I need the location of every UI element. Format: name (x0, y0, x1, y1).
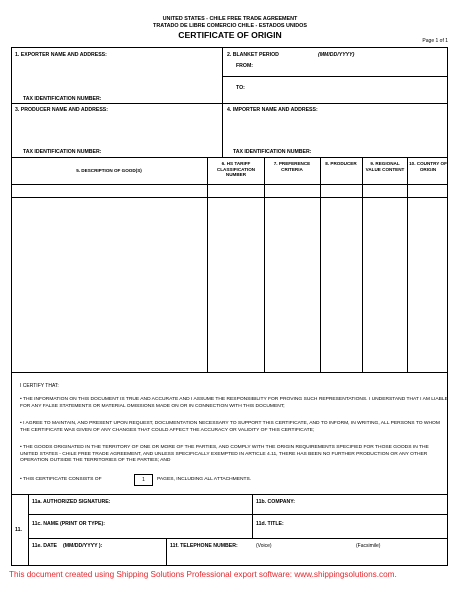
from-divider (222, 76, 448, 77)
certify-statement-3: • THE GOODS ORIGINATED IN THE TERRITORY OF ONE OR MORE OF THE PARTIES, AND COMPLY WITH THE ORIGIN REQUIREMENTS SPECIFIED FOR THOSE GOODS IN THE UNITED STATES - CHILE FREE TRADE AGREEMENT, AND UNLESS SPECIFICALLY EXEMPTED IN ARTICLE 4.11, THERE HAS BEEN NO FURTHER PRODUCTION OR ANY OTHER OPERATION OUTSIDE THE TERRITORIES OF THE PARTIES; AND (20, 445, 429, 464)
page-count-field[interactable]: 1 (134, 474, 153, 486)
title-label: 11d. TITLE: (256, 521, 284, 527)
from-date-field[interactable] (256, 62, 441, 70)
date-label: 11e. DATE (32, 543, 57, 549)
col-header-description: 5. DESCRIPTION OF GOOD(S) (76, 168, 142, 173)
col-divider-1 (207, 157, 208, 372)
name-field[interactable] (102, 521, 248, 531)
certify-intro: I CERTIFY THAT: (20, 383, 59, 389)
authorized-signature-label: 11a. AUTHORIZED SIGNATURE: (32, 499, 111, 505)
col-header-preference: 7. PREFERENCE CRITERIA (273, 161, 311, 172)
facsimile-label: (Facsimile) (356, 543, 381, 549)
signature-top (11, 494, 448, 495)
header-line-1: UNITED STATES - CHILE FREE TRADE AGREEMENT (162, 16, 298, 22)
table-bottom (11, 372, 448, 373)
exporter-tax-field[interactable] (108, 95, 218, 103)
header-line-2: TRATADO DE LIBRE COMERCIO CHILE - ESTADOS UNIDOS (153, 23, 307, 29)
col-header-country: 10. COUNTRY OF ORIGIN (409, 161, 447, 172)
importer-field[interactable] (227, 115, 442, 145)
signature-row-divider-2 (28, 538, 448, 539)
date-format: (MM/DD/YYYY ): (63, 543, 103, 549)
exporter-field[interactable] (15, 60, 218, 90)
exporter-label: 1. EXPORTER NAME AND ADDRESS: (15, 52, 107, 58)
certify-statement-4-suffix: PAGES, INCLUDING ALL ATTACHMENTS. (157, 477, 252, 482)
signature-date-divider (166, 538, 167, 566)
company-label: 11b. COMPANY: (256, 499, 296, 505)
signature-row-divider-1 (28, 514, 448, 515)
exporter-tax-label: TAX IDENTIFICATION NUMBER: (23, 96, 102, 102)
page-title: CERTIFICATE OF ORIGIN (178, 30, 282, 40)
page-number: Page 1 of 1 (422, 38, 448, 44)
name-label: 11c. NAME (PRINT OR TYPE): (32, 521, 105, 527)
voice-phone-field[interactable] (256, 553, 346, 562)
producer-field[interactable] (15, 115, 218, 145)
company-field[interactable] (292, 499, 442, 509)
signature-section-number: 11. (15, 527, 22, 533)
certify-statement-2: • I AGREE TO MAINTAIN, AND PRESENT UPON REQUEST, DOCUMENTATION NECESSARY TO SUPPORT THIS CERTIFICATE, AND TO INFORM, IN WRITING, ALL PERSONS TO WHOM THE CERTIFICATE WAS GIVEN OF ANY CHANGES THAT COULD AFFECT THE ACCURACY OR VALIDITY OF THIS CERTIFICATE; (20, 421, 440, 433)
table-header-bottom (11, 184, 448, 185)
col-header-regional-value: 9. REGIONAL VALUE CONTENT (365, 161, 405, 172)
fax-phone-field[interactable] (356, 553, 442, 562)
producer-tax-label: TAX IDENTIFICATION NUMBER: (23, 149, 102, 155)
blanket-period-label: 2. BLANKET PERIOD (227, 52, 279, 58)
col-divider-4 (362, 157, 363, 372)
row-divider-1 (11, 103, 448, 104)
from-label: FROM: (236, 63, 253, 69)
to-date-field[interactable] (256, 84, 441, 92)
producer-label: 3. PRODUCER NAME AND ADDRESS: (15, 107, 108, 113)
col-divider-2 (264, 157, 265, 372)
col-divider-5 (407, 157, 408, 372)
importer-label: 4. IMPORTER NAME AND ADDRESS: (227, 107, 318, 113)
importer-tax-label: TAX IDENTIFICATION NUMBER: (233, 149, 312, 155)
telephone-label: 11f. TELEPHONE NUMBER: (170, 543, 238, 549)
table-first-row-bottom (11, 197, 448, 198)
voice-label: (Voice) (256, 543, 272, 549)
section-divider (222, 47, 223, 157)
authorized-signature-field[interactable] (100, 499, 248, 509)
col-divider-3 (320, 157, 321, 372)
table-top (11, 157, 448, 158)
footer-note: This document created using Shipping Solutions Professional export software: www.shippingsolutions.com. (9, 570, 397, 579)
signature-num-divider (28, 494, 29, 566)
col-header-producer: 8. PRODUCER (325, 161, 357, 166)
blanket-period-format: (MM/DD/YYYY) (318, 52, 355, 58)
col-header-hs-tariff: 6. HS TARIFF CLASSIFICATION NUMBER (216, 161, 256, 178)
title-field[interactable] (284, 521, 442, 531)
certify-statement-1: • THE INFORMATION ON THIS DOCUMENT IS TRUE AND ACCURATE AND I ASSUME THE RESPONSIBILITY FOR PROVING SUCH REPRESENTATIONS. I UNDERSTAND THAT I AM LIABLE FOR ANY FALSE STATEMENTS OR MATERIAL OMISSIONS MADE ON OR IN CONNECTION WITH THIS DOCUMENT; (20, 397, 448, 409)
signature-mid-divider (252, 494, 253, 538)
date-field[interactable] (32, 553, 162, 562)
to-label: TO: (236, 85, 245, 91)
certify-statement-4-prefix: • THIS CERTIFICATE CONSISTS OF (20, 477, 102, 482)
